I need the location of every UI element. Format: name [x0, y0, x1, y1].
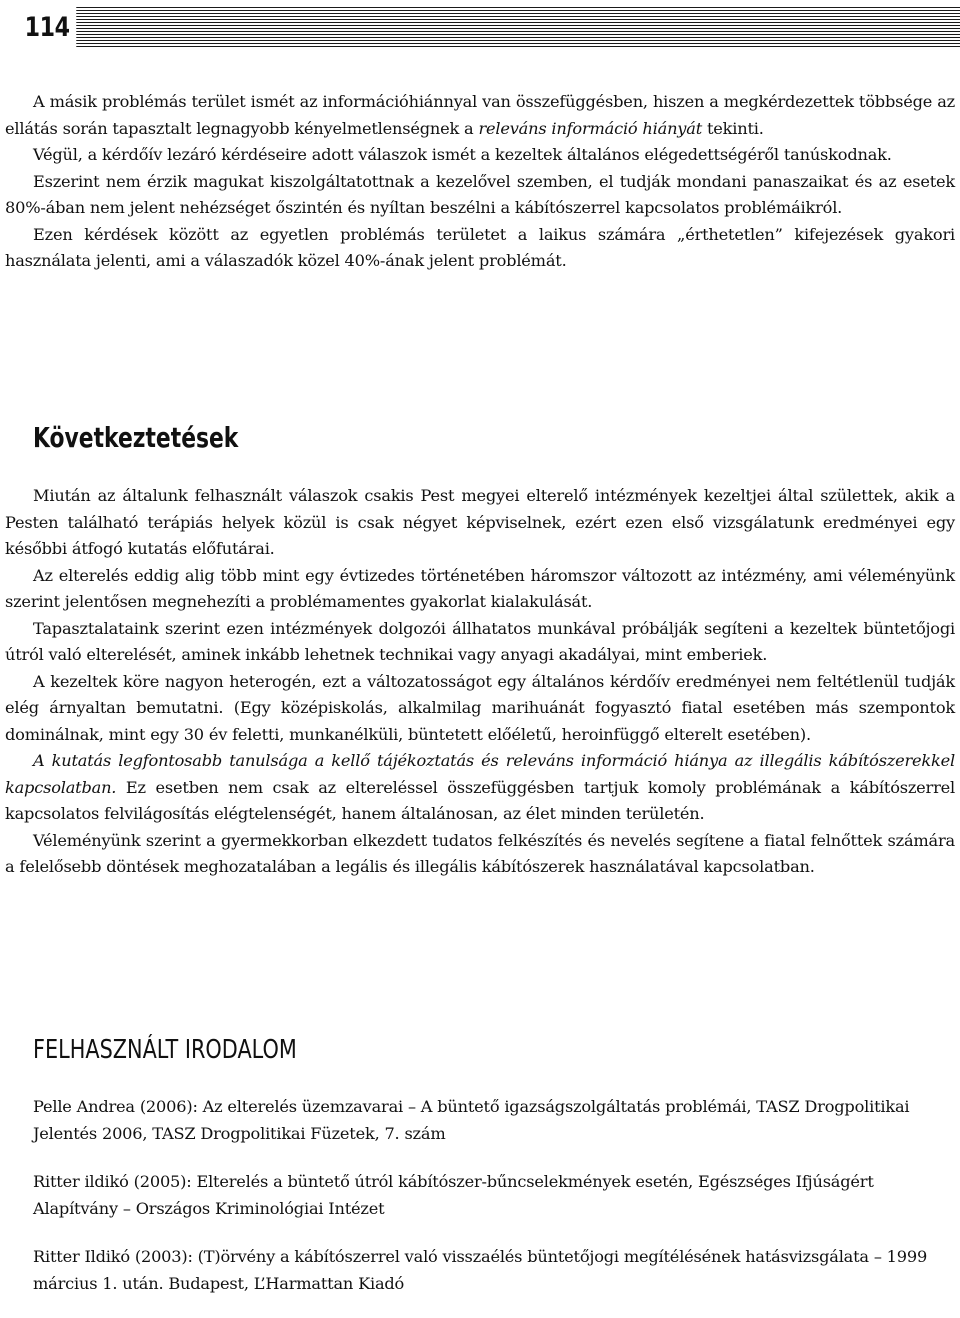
paragraph-text: A másik problémás terület ismét az információhiánnyal van összefüggésben, hiszen a megkérdezettek többsége az ellátás során tapasztalt legnagyobb kényelmetlenségnek a — [5, 92, 955, 138]
intro-paragraph-2: Végül, a kérdőív lezáró kérdéseire adott válaszok ismét a kezeltek általános elégedettségéről tanúskodnak. — [33, 145, 892, 164]
conclusions-paragraph-1: Miután az általunk felhasznált válaszok csakis Pest megyei elterelő intézmények kezeltjei által születtek, akik a Pesten található terápiás helyek közül is csak négyet képviselnek, ezért ezen első vizsgálatunk eredményei egy későbbi átfogó kutatás előfutárai. — [5, 486, 955, 558]
conclusions-heading: Következtetések — [33, 421, 239, 454]
intro-paragraph-4: Ezen kérdések között az egyetlen problémás területet a laikus számára „érthetetlen” kifejezések gyakori használata jelenti, ami a válaszadók közel 40%-ának jelent problémát. — [5, 224, 955, 270]
conclusions-paragraph-2: Az elterelés eddig alig több mint egy évtizedes történetében háromszor változott az intézmény, ami véleményünk szerint jelentősen megnehezíti a problémamentes gyakorlat kialakulását. — [5, 565, 955, 611]
conclusions-section — [5, 483, 955, 881]
emphasis-text: releváns információ hiányát — [478, 118, 702, 138]
reference-item: Ritter Ildikó (2003): (T)örvény a kábítószerrel való visszaélés büntetőjogi megítélésének hatásvizsgálata – 1999 március 1. után. Budapest, L’Harmattan Kiadó — [33, 1247, 928, 1293]
header-rule-band — [0, 7, 960, 49]
paragraph-text: tekinti. — [702, 118, 764, 138]
reference-item: Pelle Andrea (2006): Az elterelés üzemzavarai – A büntető igazságszolgáltatás problémái, TASZ Drogpolitikai Jelentés 2006, TASZ Drogpolitikai Füzetek, 7. szám — [33, 1097, 910, 1143]
page-number: 114 — [0, 7, 76, 49]
intro-paragraph-3: Eszerint nem érzik magukat kiszolgáltatottnak a kezelővel szemben, el tudják mondani panaszaikat és az esetek 80%-ában nem jelent nehézséget őszintén és nyíltan beszélni a kábítószerrel kapcsolatos problémáikról. — [5, 171, 955, 217]
reference-item: Ritter ildikó (2005): Elterelés a büntető útról kábítószer-bűncselekmények esetén, Egészséges Ifjúságért Alapítvány – Országos Kriminológiai Intézet — [33, 1172, 874, 1218]
references-heading: FELHASZNÁLT IRODALOM — [33, 1035, 297, 1065]
emphasis-text: A kutatás legfontosabb tanulsága a kellő tájékoztatás és releváns információ hiánya az illegális kábítószerekkel kapcsolatban. — [5, 751, 955, 797]
intro-paragraph-1 — [5, 89, 955, 142]
conclusions-paragraph-3: Tapasztalataink szerint ezen intézmények dolgozói állhatatos munkával próbálják segíteni a kezeltek büntetőjogi útról való elterelését, aminek inkább lehetnek technikai vagy anyagi akadályai, mint emberiek. — [5, 618, 955, 664]
paragraph-text: Ez esetben nem csak az eltereléssel összefüggésben tartjuk komoly problémának a kábítószerrel kapcsolatos felvilágosítás elégtelenségét, hanem általánosan, az élet minden területén. — [5, 777, 955, 823]
references-list — [33, 1093, 955, 1318]
intro-section — [5, 89, 955, 275]
conclusions-paragraph-4: A kezeltek köre nagyon heterogén, ezt a változatosságot egy általános kérdőív eredményei nem feltétlenül tudják elég árnyaltan bemutatni. (Egy középiskolás, alkalmilag marihuánát fogyasztó fiatal esetében más szempontok dominálnak, mint egy 30 év feletti, munkanélküli, büntetett előéletű, heroinfüggő elterelt esetében). — [5, 671, 955, 744]
conclusions-paragraph-5 — [5, 748, 955, 828]
conclusions-paragraph-6: Véleményünk szerint a gyermekkorban elkezdett tudatos felkészítés és nevelés segítene a fiatal felnőttek számára a felelősebb döntések meghozatalában a legális és illegális kábítószerek használatával kapcsolatban. — [5, 830, 955, 876]
